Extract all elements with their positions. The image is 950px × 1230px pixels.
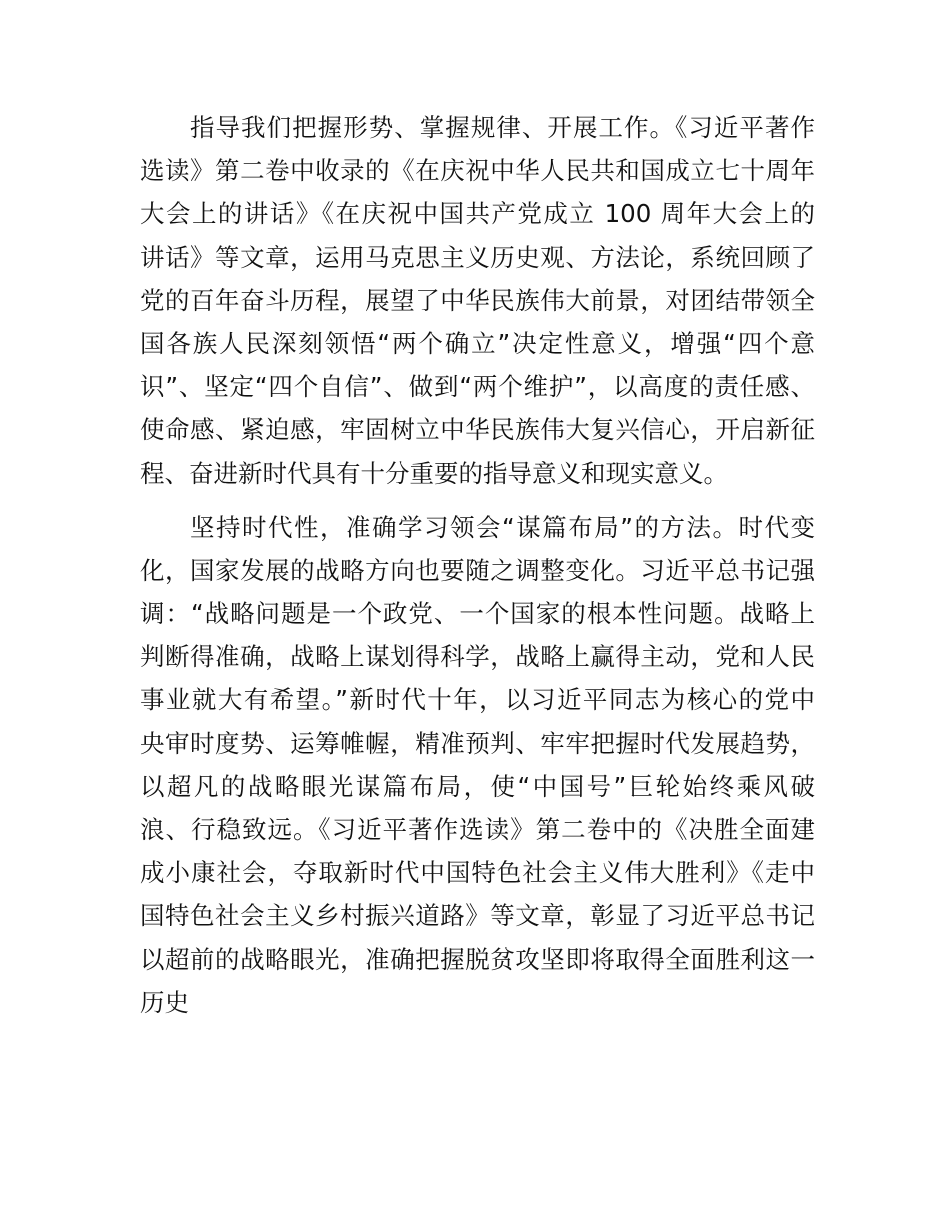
paragraph-line: 化，国家发展的战略方向也要随之调整变化。习近平总书记强 [140,555,815,585]
paragraph-line: 使命感、紧迫感，牢固树立中华民族伟大复兴信心，开启新征 [140,415,815,445]
paragraph-line: 浪、行稳致远。《习近平著作选读》第二卷中的《决胜全面建 [140,815,815,844]
paragraph-line: 识”、坚定“四个自信”、做到“两个维护”，以高度的责任感、 [140,372,815,402]
paragraph-line: 坚持时代性，准确学习领会“谋篇布局”的方法。时代变 [190,512,815,542]
document-body [140,106,815,1024]
paragraph-line: 选读》第二卷中收录的《在庆祝中华人民共和国成立七十周年 [140,156,815,186]
paragraph-line: 大会上的讲话》《在庆祝中国共产党成立 100 周年大会上的 [140,199,815,229]
paragraph-line: 以超凡的战略眼光谋篇布局，使“中国号”巨轮始终乘风破 [140,771,815,801]
paragraph-line: 以超前的战略眼光，准确把握脱贫攻坚即将取得全面胜利这一 [140,944,815,974]
paragraph-line: 央审时度势、运筹帷幄，精准预判、牢牢把握时代发展趋势， [140,728,815,758]
paragraph-line: 程、奋进新时代具有十分重要的指导意义和现实意义。 [140,458,728,488]
paragraph-line: 判断得准确，战略上谋划得科学，战略上赢得主动，党和人民 [140,642,815,672]
paragraph-2 [140,506,815,1024]
paragraph-line: 党的百年奋斗历程，展望了中华民族伟大前景，对团结带领全 [140,285,815,315]
paragraph-line: 事业就大有希望。”新时代十年，以习近平同志为核心的党中 [140,685,815,715]
paragraph-1 [140,106,815,495]
paragraph-line: 指导我们把握形势、掌握规律、开展工作。《习近平著作 [190,113,815,142]
paragraph-line: 调：“战略问题是一个政党、一个国家的根本性问题。战略上 [140,599,815,629]
paragraph-line: 国特色社会主义乡村振兴道路》等文章，彰显了习近平总书记 [140,901,815,931]
paragraph-line: 讲话》等文章，运用马克思主义历史观、方法论，系统回顾了 [140,242,815,272]
paragraph-line: 国各族人民深刻领悟“两个确立”决定性意义，增强“四个意 [140,328,815,358]
paragraph-line: 成小康社会，夺取新时代中国特色社会主义伟大胜利》《走中 [140,858,815,888]
paragraph-line: 历史 [140,987,189,1017]
